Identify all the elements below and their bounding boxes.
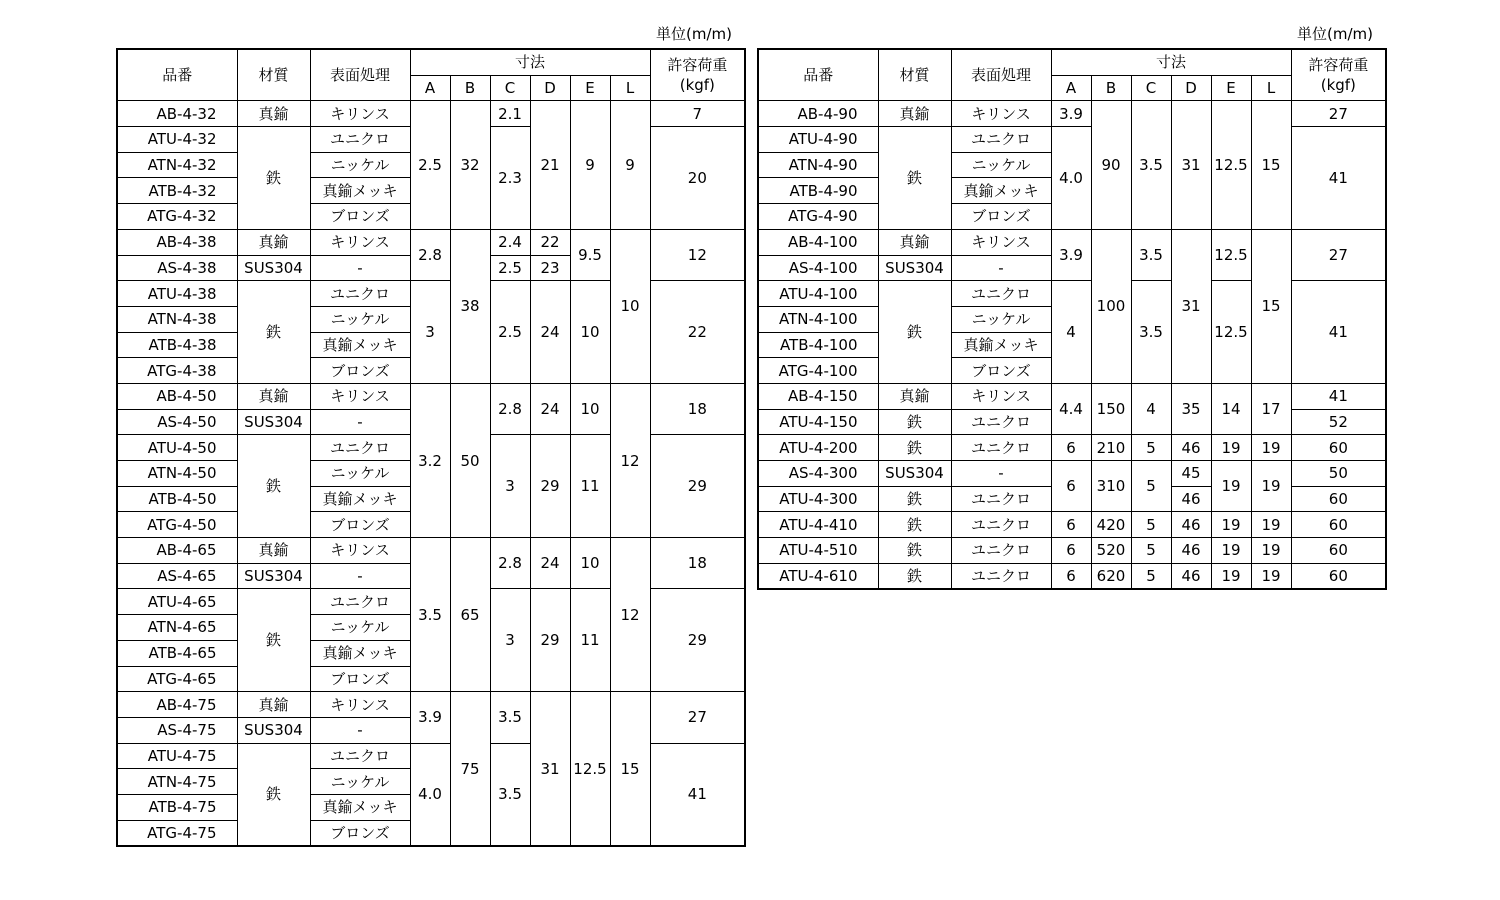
load-cell: 41 [1291,383,1386,409]
part-no-cell: AB-4-75 [117,692,237,718]
surface-cell: - [310,563,410,589]
surface-cell: ユニクロ [951,512,1051,538]
part-no-cell: ATU-4-150 [758,409,878,435]
material-cell: 鉄 [237,127,310,230]
dim-b-cell: 50 [450,383,490,537]
header-part-no: 品番 [117,49,237,101]
part-no-cell: AB-4-38 [117,229,237,255]
dim-c-cell: 3 [490,589,530,692]
material-cell: SUS304 [237,409,310,435]
dim-e-cell: 10 [570,383,610,434]
dim-l-cell: 9 [610,101,650,229]
dim-d-cell: 24 [530,281,570,384]
dim-l-cell: 15 [1251,101,1291,229]
unit-label: 単位(m/m) [1297,25,1373,43]
header-load [650,49,745,101]
dim-l-cell: 15 [610,692,650,847]
header-dim-e: E [1211,75,1251,101]
dim-l-cell: 19 [1251,512,1291,538]
header-dimensions: 寸法 [1051,49,1291,75]
part-no-cell: AB-4-150 [758,383,878,409]
load-cell: 60 [1291,538,1386,564]
dim-l-cell: 19 [1251,435,1291,461]
part-no-cell: ATG-4-90 [758,204,878,230]
part-no-cell: ATU-4-65 [117,589,237,615]
header-dim-d: D [530,75,570,101]
load-cell: 29 [650,435,745,538]
part-no-cell: ATG-4-75 [117,820,237,846]
surface-cell: キリンス [310,538,410,564]
material-cell: 鉄 [878,538,951,564]
part-no-cell: AB-4-65 [117,538,237,564]
part-no-cell: ATU-4-75 [117,743,237,769]
header-dimensions: 寸法 [410,49,650,75]
material-cell: 真鍮 [878,229,951,255]
surface-cell: キリンス [951,229,1051,255]
part-no-cell: ATN-4-38 [117,306,237,332]
dim-d-cell: 45 [1171,461,1211,487]
dim-d-cell: 24 [530,383,570,434]
dim-c-cell: 3.5 [490,743,530,846]
material-cell: 鉄 [878,281,951,384]
dim-d-cell: 23 [530,255,570,281]
dim-d-cell: 31 [1171,229,1211,383]
load-cell: 60 [1291,486,1386,512]
surface-cell: ニッケル [310,306,410,332]
load-cell: 52 [1291,409,1386,435]
load-cell: 41 [1291,127,1386,230]
dim-c-cell: 4 [1131,383,1171,434]
surface-cell: 真鍮メッキ [310,640,410,666]
dim-b-cell: 38 [450,229,490,383]
material-cell: 鉄 [878,435,951,461]
part-no-cell: ATU-4-100 [758,281,878,307]
dim-d-cell: 24 [530,538,570,589]
dim-l-cell: 19 [1251,538,1291,564]
part-no-cell: AB-4-32 [117,101,237,127]
dim-a-cell: 2.8 [410,229,450,280]
dim-c-cell: 2.8 [490,538,530,589]
surface-cell: 真鍮メッキ [310,486,410,512]
dim-l-cell: 10 [610,229,650,383]
load-cell: 29 [650,589,745,692]
surface-cell: ユニクロ [951,538,1051,564]
dim-l-cell: 19 [1251,461,1291,512]
part-no-cell: ATU-4-32 [117,127,237,153]
material-cell: SUS304 [878,461,951,487]
load-cell: 27 [1291,229,1386,280]
dim-d-cell: 46 [1171,538,1211,564]
part-no-cell: ATB-4-65 [117,640,237,666]
dim-b-cell: 210 [1091,435,1131,461]
material-cell: 真鍮 [878,101,951,127]
part-no-cell: ATG-4-32 [117,204,237,230]
surface-cell: ブロンズ [310,358,410,384]
header-dim-e: E [570,75,610,101]
header-part-no: 品番 [758,49,878,101]
surface-cell: ユニクロ [310,589,410,615]
surface-cell: - [310,255,410,281]
spec-table-right [757,48,1387,590]
part-no-cell: ATG-4-38 [117,358,237,384]
material-cell: SUS304 [237,717,310,743]
surface-cell: - [951,255,1051,281]
surface-cell: - [951,461,1051,487]
material-cell: 鉄 [237,589,310,692]
load-cell: 7 [650,101,745,127]
load-cell: 60 [1291,563,1386,589]
part-no-cell: ATN-4-90 [758,152,878,178]
surface-cell: キリンス [310,383,410,409]
material-cell: SUS304 [237,563,310,589]
part-no-cell: ATU-4-510 [758,538,878,564]
dim-a-cell: 4 [1051,281,1091,384]
dim-a-cell: 3.5 [410,538,450,692]
part-no-cell: ATG-4-65 [117,666,237,692]
surface-cell: キリンス [310,692,410,718]
dim-e-cell: 11 [570,589,610,692]
dim-e-cell: 19 [1211,512,1251,538]
dim-e-cell: 10 [570,538,610,589]
dim-e-cell: 19 [1211,563,1251,589]
part-no-cell: AB-4-90 [758,101,878,127]
part-no-cell: ATU-4-410 [758,512,878,538]
material-cell: 鉄 [237,743,310,846]
dim-c-cell: 2.3 [490,127,530,230]
part-no-cell: ATB-4-100 [758,332,878,358]
dim-l-cell: 19 [1251,563,1291,589]
material-cell: 真鍮 [237,229,310,255]
load-cell: 18 [650,383,745,434]
dim-b-cell: 620 [1091,563,1131,589]
surface-cell: - [310,409,410,435]
dim-l-cell: 12 [610,383,650,537]
part-no-cell: ATG-4-50 [117,512,237,538]
dim-c-cell: 3.5 [490,692,530,743]
material-cell: 真鍮 [237,383,310,409]
part-no-cell: AS-4-38 [117,255,237,281]
surface-cell: キリンス [951,101,1051,127]
dim-a-cell: 3.9 [410,692,450,743]
surface-cell: ユニクロ [310,743,410,769]
surface-cell: ユニクロ [310,435,410,461]
part-no-cell: ATU-4-300 [758,486,878,512]
material-cell: 鉄 [878,409,951,435]
surface-cell: 真鍮メッキ [310,794,410,820]
dim-d-cell: 21 [530,101,570,229]
dim-c-cell: 5 [1131,563,1171,589]
dim-c-cell: 3 [490,435,530,538]
surface-cell: ブロンズ [310,666,410,692]
dim-b-cell: 75 [450,692,490,847]
part-no-cell: AB-4-100 [758,229,878,255]
header-load-line1: 許容荷重 [667,56,728,75]
header-surface: 表面処理 [951,49,1051,101]
dim-d-cell: 46 [1171,563,1211,589]
spec-table-left [116,48,746,847]
dim-a-cell: 6 [1051,512,1091,538]
part-no-cell: ATN-4-32 [117,152,237,178]
dim-a-cell: 4.4 [1051,383,1091,434]
part-no-cell: ATU-4-90 [758,127,878,153]
dim-a-cell: 3.2 [410,383,450,537]
dim-d-cell: 46 [1171,486,1211,512]
surface-cell: ニッケル [310,615,410,641]
load-cell: 41 [1291,281,1386,384]
surface-cell: ブロンズ [310,820,410,846]
dim-e-cell: 19 [1211,461,1251,512]
unit-label: 単位(m/m) [656,25,732,43]
dim-c-cell: 5 [1131,538,1171,564]
header-load-line2: (kgf) [679,76,715,95]
surface-cell: ブロンズ [310,512,410,538]
surface-cell: キリンス [310,229,410,255]
dim-d-cell: 31 [530,692,570,847]
header-load-line1: 許容荷重 [1308,56,1369,75]
material-cell: 真鍮 [237,101,310,127]
material-cell: SUS304 [237,255,310,281]
dim-b-cell: 90 [1091,101,1131,229]
dim-b-cell: 100 [1091,229,1131,383]
header-dim-d: D [1171,75,1211,101]
dim-e-cell: 19 [1211,538,1251,564]
dim-d-cell: 35 [1171,383,1211,434]
material-cell: 真鍮 [237,692,310,718]
surface-cell: キリンス [951,383,1051,409]
part-no-cell: AS-4-65 [117,563,237,589]
dim-c-cell: 5 [1131,435,1171,461]
surface-cell: 真鍮メッキ [951,332,1051,358]
dim-b-cell: 150 [1091,383,1131,434]
material-cell: 鉄 [878,512,951,538]
load-cell: 27 [650,692,745,743]
load-cell: 20 [650,127,745,230]
header-load-line2: (kgf) [1320,76,1356,95]
load-cell: 27 [1291,101,1386,127]
part-no-cell: ATU-4-610 [758,563,878,589]
dim-a-cell: 2.5 [410,101,450,229]
dim-c-cell: 2.8 [490,383,530,434]
header-surface: 表面処理 [310,49,410,101]
part-no-cell: AS-4-50 [117,409,237,435]
header-dim-b: B [1091,75,1131,101]
part-no-cell: ATN-4-50 [117,461,237,487]
dim-e-cell: 12.5 [1211,229,1251,280]
header-dim-c: C [490,75,530,101]
dim-a-cell: 6 [1051,461,1091,512]
surface-cell: ユニクロ [951,127,1051,153]
dim-c-cell: 5 [1131,512,1171,538]
dim-e-cell: 19 [1211,435,1251,461]
dim-b-cell: 65 [450,538,490,692]
dim-d-cell: 46 [1171,435,1211,461]
load-cell: 50 [1291,461,1386,487]
part-no-cell: ATG-4-100 [758,358,878,384]
part-no-cell: AS-4-100 [758,255,878,281]
header-material: 材質 [878,49,951,101]
dim-c-cell: 3.5 [1131,101,1171,229]
surface-cell: ブロンズ [951,204,1051,230]
material-cell: 鉄 [878,127,951,230]
surface-cell: - [310,717,410,743]
dim-a-cell: 4.0 [1051,127,1091,230]
dim-d-cell: 22 [530,229,570,255]
dim-b-cell: 310 [1091,461,1131,512]
surface-cell: ユニクロ [951,435,1051,461]
dim-a-cell: 3.9 [1051,229,1091,280]
surface-cell: ブロンズ [310,204,410,230]
dim-d-cell: 29 [530,435,570,538]
dim-d-cell: 46 [1171,512,1211,538]
dim-l-cell: 17 [1251,383,1291,434]
material-cell: 鉄 [878,486,951,512]
material-cell: 鉄 [237,435,310,538]
part-no-cell: ATB-4-75 [117,794,237,820]
load-cell: 18 [650,538,745,589]
dim-e-cell: 12.5 [1211,101,1251,229]
surface-cell: ユニクロ [951,563,1051,589]
dim-a-cell: 3.9 [1051,101,1091,127]
surface-cell: ニッケル [951,152,1051,178]
dim-d-cell: 29 [530,589,570,692]
load-cell: 60 [1291,435,1386,461]
dim-e-cell: 14 [1211,383,1251,434]
dim-c-cell: 5 [1131,461,1171,512]
surface-cell: ニッケル [310,769,410,795]
header-load [1291,49,1386,101]
header-dim-a: A [410,75,450,101]
header-dim-a: A [1051,75,1091,101]
surface-cell: ユニクロ [951,281,1051,307]
surface-cell: ニッケル [951,306,1051,332]
surface-cell: ブロンズ [951,358,1051,384]
header-dim-b: B [450,75,490,101]
dim-e-cell: 12.5 [570,692,610,847]
dim-b-cell: 32 [450,101,490,229]
material-cell: 真鍮 [878,383,951,409]
dim-a-cell: 3 [410,281,450,384]
part-no-cell: ATB-4-90 [758,178,878,204]
dim-e-cell: 11 [570,435,610,538]
part-no-cell: ATN-4-75 [117,769,237,795]
part-no-cell: ATU-4-50 [117,435,237,461]
header-dim-l: L [610,75,650,101]
header-material: 材質 [237,49,310,101]
surface-cell: ユニクロ [951,486,1051,512]
header-dim-c: C [1131,75,1171,101]
dim-a-cell: 4.0 [410,743,450,846]
load-cell: 41 [650,743,745,846]
material-cell: 鉄 [878,563,951,589]
dim-l-cell: 12 [610,538,650,692]
part-no-cell: ATN-4-100 [758,306,878,332]
dim-d-cell: 31 [1171,101,1211,229]
load-cell: 12 [650,229,745,280]
part-no-cell: ATB-4-32 [117,178,237,204]
dim-e-cell: 9 [570,101,610,229]
dim-e-cell: 12.5 [1211,281,1251,384]
part-no-cell: AB-4-50 [117,383,237,409]
dim-a-cell: 6 [1051,538,1091,564]
dim-b-cell: 520 [1091,538,1131,564]
dim-c-cell: 2.5 [490,281,530,384]
dim-e-cell: 10 [570,281,610,384]
part-no-cell: AS-4-75 [117,717,237,743]
part-no-cell: ATU-4-38 [117,281,237,307]
dim-b-cell: 420 [1091,512,1131,538]
dim-a-cell: 6 [1051,435,1091,461]
part-no-cell: ATB-4-50 [117,486,237,512]
dim-l-cell: 15 [1251,229,1291,383]
surface-cell: 真鍮メッキ [310,332,410,358]
surface-cell: ユニクロ [310,281,410,307]
part-no-cell: ATB-4-38 [117,332,237,358]
dim-c-cell: 3.5 [1131,281,1171,384]
surface-cell: ユニクロ [951,409,1051,435]
surface-cell: ニッケル [310,461,410,487]
dim-c-cell: 2.4 [490,229,530,255]
surface-cell: 真鍮メッキ [310,178,410,204]
load-cell: 22 [650,281,745,384]
dim-c-cell: 2.5 [490,255,530,281]
surface-cell: ニッケル [310,152,410,178]
dim-a-cell: 6 [1051,563,1091,589]
part-no-cell: ATU-4-200 [758,435,878,461]
surface-cell: ユニクロ [310,127,410,153]
load-cell: 60 [1291,512,1386,538]
dim-c-cell: 3.5 [1131,229,1171,280]
dim-e-cell: 9.5 [570,229,610,280]
surface-cell: キリンス [310,101,410,127]
material-cell: 真鍮 [237,538,310,564]
part-no-cell: ATN-4-65 [117,615,237,641]
header-dim-l: L [1251,75,1291,101]
material-cell: 鉄 [237,281,310,384]
dim-c-cell: 2.1 [490,101,530,127]
surface-cell: 真鍮メッキ [951,178,1051,204]
material-cell: SUS304 [878,255,951,281]
part-no-cell: AS-4-300 [758,461,878,487]
